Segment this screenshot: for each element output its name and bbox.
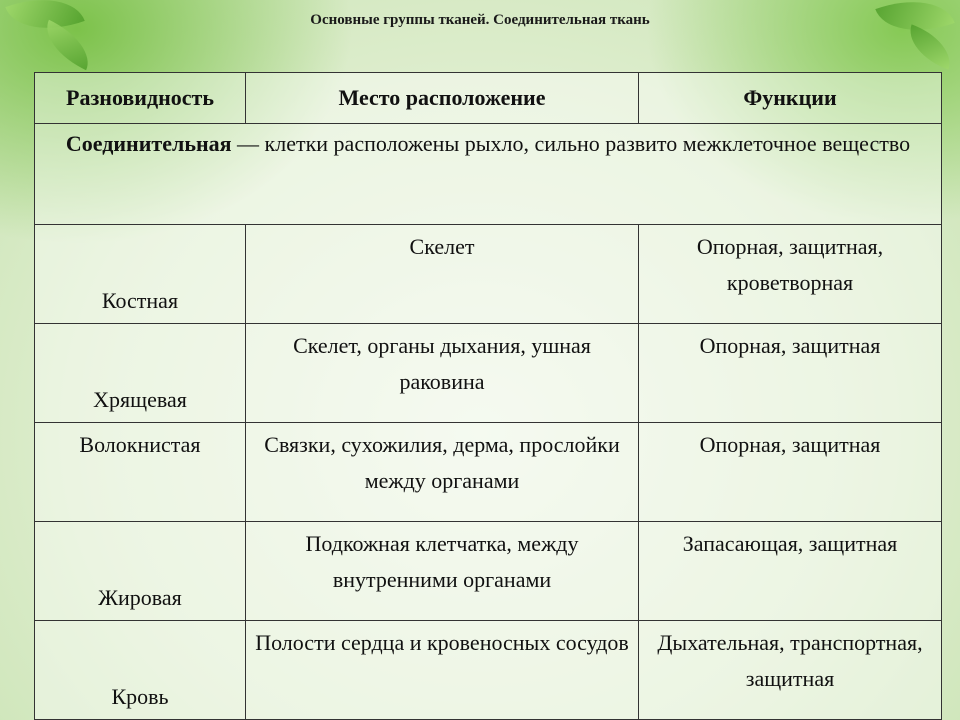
table-header-row	[35, 73, 942, 124]
cell-location: Подкожная клетчатка, между внутренними органами	[246, 521, 639, 620]
leaf-decoration	[901, 24, 958, 69]
header-variety: Разновидность	[35, 73, 246, 124]
group-description	[35, 124, 942, 225]
cell-location: Полости сердца и кровеносных сосудов	[246, 620, 639, 719]
cell-name: Хрящевая	[35, 324, 246, 423]
tissue-table	[34, 72, 942, 720]
cell-name: Костная	[35, 225, 246, 324]
cell-name: Кровь	[35, 620, 246, 719]
slide-title: Основные группы тканей. Соединительная ткань	[310, 12, 650, 28]
cell-functions: Опорная, защитная	[639, 423, 942, 522]
header-location: Место расположение	[246, 73, 639, 124]
table-row	[35, 521, 942, 620]
header-functions: Функции	[639, 73, 942, 124]
group-text: — клетки расположены рыхло, сильно развито межклеточное вещество	[231, 131, 911, 157]
cell-functions: Опорная, защитная, кроветворная	[639, 225, 942, 324]
table-row	[35, 324, 942, 423]
cell-name: Жировая	[35, 521, 246, 620]
group-row	[35, 124, 942, 225]
cell-functions: Опорная, защитная	[639, 324, 942, 423]
table-row	[35, 225, 942, 324]
cell-name: Волокнистая	[35, 423, 246, 522]
cell-location: Скелет	[246, 225, 639, 324]
cell-location: Скелет, органы дыхания, ушная раковина	[246, 324, 639, 423]
cell-functions: Дыхательная, транспортная, защитная	[639, 620, 942, 719]
group-name: Соединительная	[65, 131, 232, 157]
table-row	[35, 620, 942, 719]
cell-location: Связки, сухожилия, дерма, прослойки между органами	[246, 423, 639, 522]
table-row	[35, 423, 942, 522]
cell-functions: Запасающая, защитная	[639, 521, 942, 620]
